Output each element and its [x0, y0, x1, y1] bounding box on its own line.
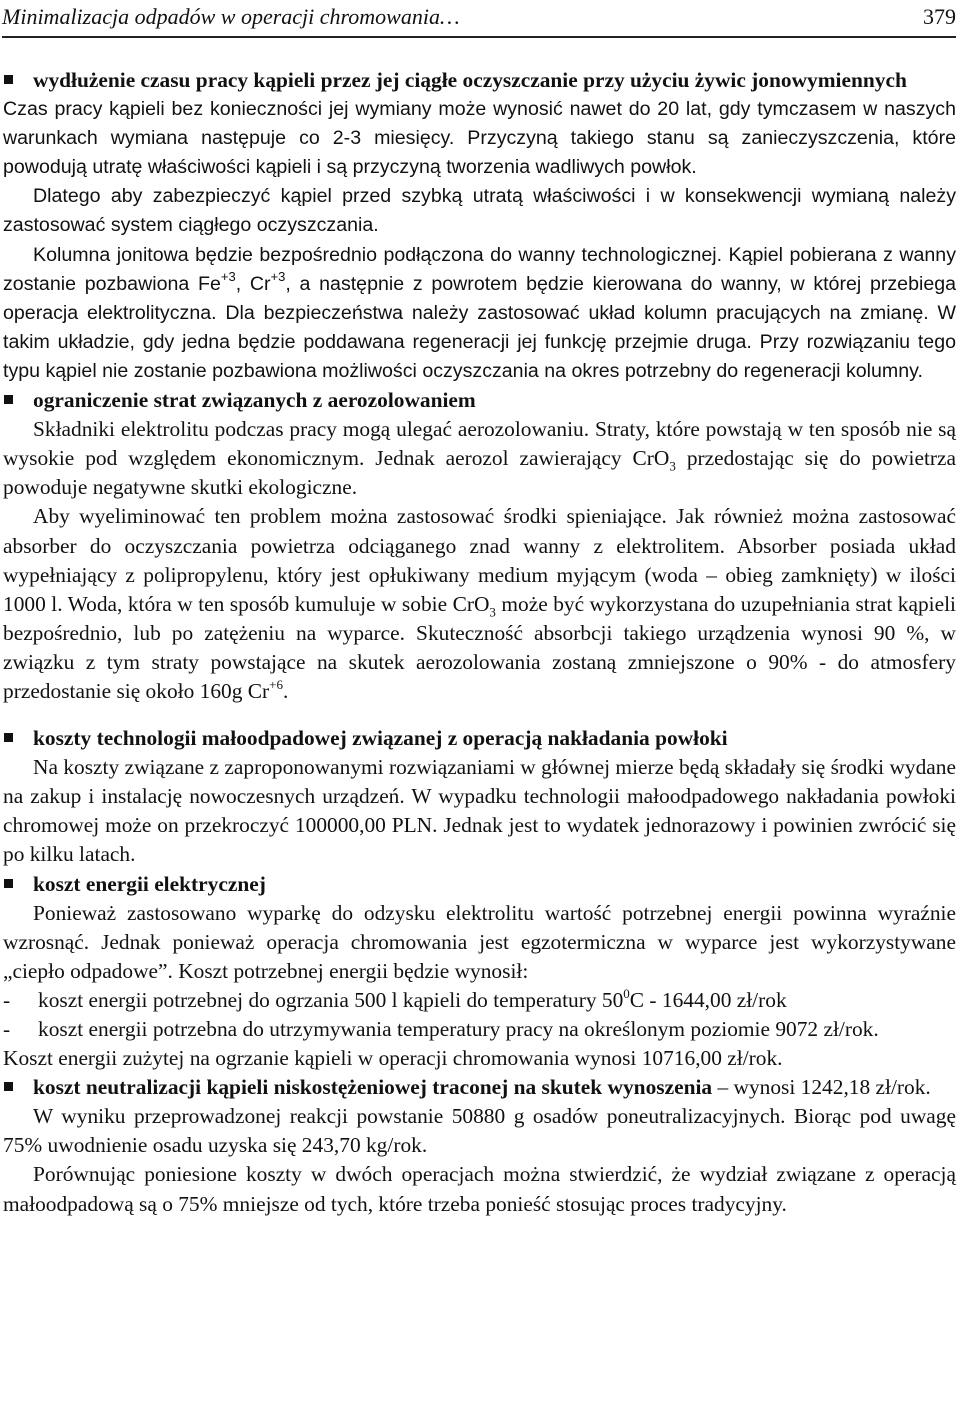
paragraph: Dlatego aby zabezpieczyć kąpiel przed szybką utratą właściwości i w konsekwencji wymianą należy zastosować system ciągłego oczyszczania.: [3, 185, 956, 237]
paragraph: Na koszty związane z zaproponowanymi rozwiązaniami w głównej mierze będą składały się środki wydane na zakup i instalację nowoczesnych urządzeń. W wypadku technologii małoodpadowego nakładania powłoki chromowej może on przekroczyć 100000,00 PLN. Jednak jest to wydatek jednorazowy i powinien zwrócić się po kilku latach.: [3, 755, 956, 867]
paragraph: Porównując poniesione koszty w dwóch operacjach można stwierdzić, że wydział związane z operacją małoodpadową są o 75% mniejsze od tych, które trzeba ponieść stosując proces tradycyjny.: [3, 1162, 956, 1216]
bullet-square-icon: [4, 1082, 13, 1091]
bullet-heading-neutralization-cost: koszt neutralizacji kąpieli niskostężeniowej traconej na skutek wynoszenia – wynosi 1242,18 zł/rok.: [3, 1073, 956, 1102]
bullet-heading-energy-cost: koszt energii elektrycznej: [3, 870, 956, 899]
bullet-heading-technology-costs: koszty technologii małoodpadowej związanej z operacją nakładania powłoki: [3, 724, 956, 753]
bullet-square-icon: [4, 75, 13, 84]
bullet-square-icon: [4, 879, 13, 888]
paragraph: Składniki elektrolitu podczas pracy mogą ulegać aerozolowaniu. Straty, które powstają w ten sposób nie są wysokie pod względem ekonomicznym. Jednak aerozol zawierający CrO$_3$ przedostając się do powietrza powoduje negatywne skutki ekologiczne.: [3, 417, 957, 500]
dash-item: - koszt energii potrzebna do utrzymywania temperatury pracy na określonym poziomie 9072 zł/rok.: [3, 1017, 879, 1041]
running-title: Minimalizacja odpadów w operacji chromowania…: [2, 4, 460, 29]
paragraph: Koszt energii zużytej na ogrzanie kąpieli w operacji chromowania wynosi 10716,00 zł/rok.: [3, 1046, 783, 1071]
page-header: [2, 0, 956, 38]
page-body: [3, 66, 956, 1219]
bullet-square-icon: [4, 395, 13, 404]
paragraph: W wyniku przeprowadzonej reakcji powstanie 50880 g osadów poneutralizacyjnych. Biorąc pod uwagę 75% uwodnienie osadu uzyska się 243,70 kg/rok.: [3, 1104, 956, 1158]
bullet-square-icon: [4, 733, 13, 742]
bullet-heading-aerosol: ograniczenie strat związanych z aerozolowaniem: [3, 386, 956, 415]
dash-item: - koszt energii potrzebnej do ogrzania 500 l kąpieli do temperatury $50^0C - 1644,00$ zł/rok: [3, 985, 787, 1012]
page-number: 379: [923, 4, 956, 29]
bullet-heading-ion-exchange: wydłużenie czasu pracy kąpieli przez jej ciągłe oczyszczanie przy użyciu żywic jonowymiennych: [3, 66, 956, 95]
paragraph: Ponieważ zastosowano wyparkę do odzysku elektrolitu wartość potrzebnej energii powinna wyraźnie wzrosnąć. Jednak ponieważ operacja chromowania jest egzotermiczna w wyparce jest wykorzystywane „ciepło odpadowe”. Koszt potrzebnej energii będzie wynosił:: [3, 900, 956, 983]
paragraph: Kolumna jonitowa będzie bezpośrednio podłączona do wanny technologicznej. Kąpiel pobierana z wanny zostanie pozbawiona $Fe^{+3}$, $Cr^{+3}$, a następnie z powrotem będzie kierowana do wanny, w której przebiega operacja elektrolityczna. Dla bezpieczeństwa należy zastosować układ kolumn pracujących na zmianę. W takim układzie, gdy jedna będzie poddawana regeneracji jej funkcję przejmie druga. Przy rozwiązaniu tego typu kąpiel nie zostanie pozbawiona możliwości oczyszczania na okres potrzebny do regeneracji kolumny.: [3, 243, 957, 382]
paragraph: Czas pracy kąpieli bez konieczności jej wymiany może wynosić nawet do 20 lat, gdy tymczasem w naszych warunkach wymiana następuje co 2-3 miesięcy. Przyczyną takiego stanu są zanieczyszczenia, które powodują utratę właściwości kąpieli i są przyczyną tworzenia wadliwych powłok.: [3, 98, 956, 179]
paragraph: Aby wyeliminować ten problem można zastosować środki spieniające. Jak również można zastosować absorber do oczyszczania powietrza odciąganego znad wanny z elektrolitem. Absorber posiada układ wypełniający z polipropylenu, który jest opłukiwany medium myjącym (woda – obieg zamknięty) w ilości 1000 l. Woda, która w ten sposób kumuluje w sobie CrO$_3$ może być wykorzystana do uzupełniania strat kąpieli bezpośrednio, lub po zatężeniu na wyparce. Skuteczność absorbcji takiego urządzenia wynosi 90 %, w związku z tym straty powstające na skutek aerozolowania zostaną zmniejszone o 90% - do atmosfery przedostanie się około 160g $Cr^{+6}$.: [3, 504, 956, 703]
